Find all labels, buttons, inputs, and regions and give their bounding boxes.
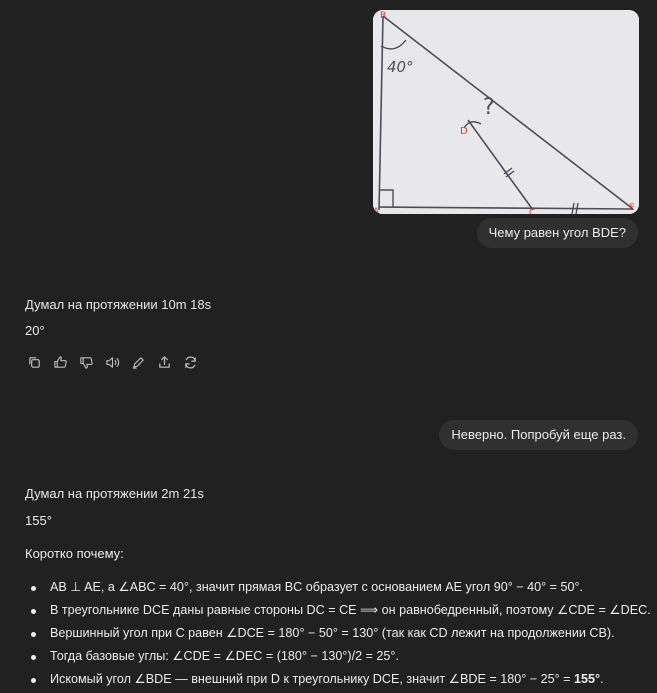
thinking-duration-2[interactable]: Думал на протяжении 2m 21s	[25, 486, 204, 501]
thumbs-up-icon	[53, 355, 68, 370]
edit-icon	[131, 355, 146, 370]
final-answer: 155°	[574, 672, 601, 686]
label-a: A	[373, 207, 380, 214]
thumbs-down-icon	[79, 355, 94, 370]
read-aloud-button[interactable]	[102, 352, 122, 372]
uploaded-image[interactable]	[373, 10, 639, 214]
copy-button[interactable]	[24, 352, 44, 372]
share-button[interactable]	[154, 352, 174, 372]
list-item: Вершинный угол при C равен ∠DCE = 180° − 50° = 130° (так как CD лежит на продолжении CB).	[25, 622, 650, 645]
thumbs-down-button[interactable]	[76, 352, 96, 372]
assistant-answer-1: 20°	[25, 323, 45, 338]
message-actions	[24, 352, 200, 372]
label-b: B	[380, 11, 387, 21]
share-icon	[157, 355, 172, 370]
label-e: E	[629, 203, 635, 213]
list-item-text: Искомый угол ∠BDE — внешний при D к треугольнику DCE, значит ∠BDE = 180° − 25° =	[50, 672, 575, 686]
label-d: D	[460, 126, 468, 137]
edit-button[interactable]	[128, 352, 148, 372]
user-message-2: Неверно. Попробуй еще раз.	[439, 420, 638, 450]
list-item: В треугольнике DCE даны равные стороны DC = CE ⟹ он равнобедренный, поэтому ∠CDE = ∠DEC.	[25, 599, 650, 622]
label-question: ?	[483, 95, 495, 120]
explanation-list	[25, 576, 650, 691]
label-c: C	[529, 208, 536, 214]
list-item: AB ⊥ AE, а ∠ABC = 40°, значит прямая BC образует с основанием AE угол 90° − 40° = 50°.	[25, 576, 650, 599]
assistant-answer-2: 155°	[25, 513, 52, 528]
regenerate-button[interactable]	[180, 352, 200, 372]
list-item	[25, 668, 650, 691]
list-item: Тогда базовые углы: ∠CDE = ∠DEC = (180° − 130°)/2 = 25°.	[25, 645, 650, 668]
regenerate-icon	[183, 355, 198, 370]
copy-icon	[27, 355, 42, 370]
read-aloud-icon	[105, 355, 120, 370]
thumbs-up-button[interactable]	[50, 352, 70, 372]
label-angle-40: 40°	[387, 58, 414, 76]
explanation-intro: Коротко почему:	[25, 546, 124, 561]
triangle-drawing	[373, 10, 639, 214]
list-item-suffix: .	[600, 672, 604, 686]
user-message-1: Чему равен угол BDE?	[477, 218, 638, 248]
thinking-duration-1[interactable]: Думал на протяжении 10m 18s	[25, 297, 212, 312]
